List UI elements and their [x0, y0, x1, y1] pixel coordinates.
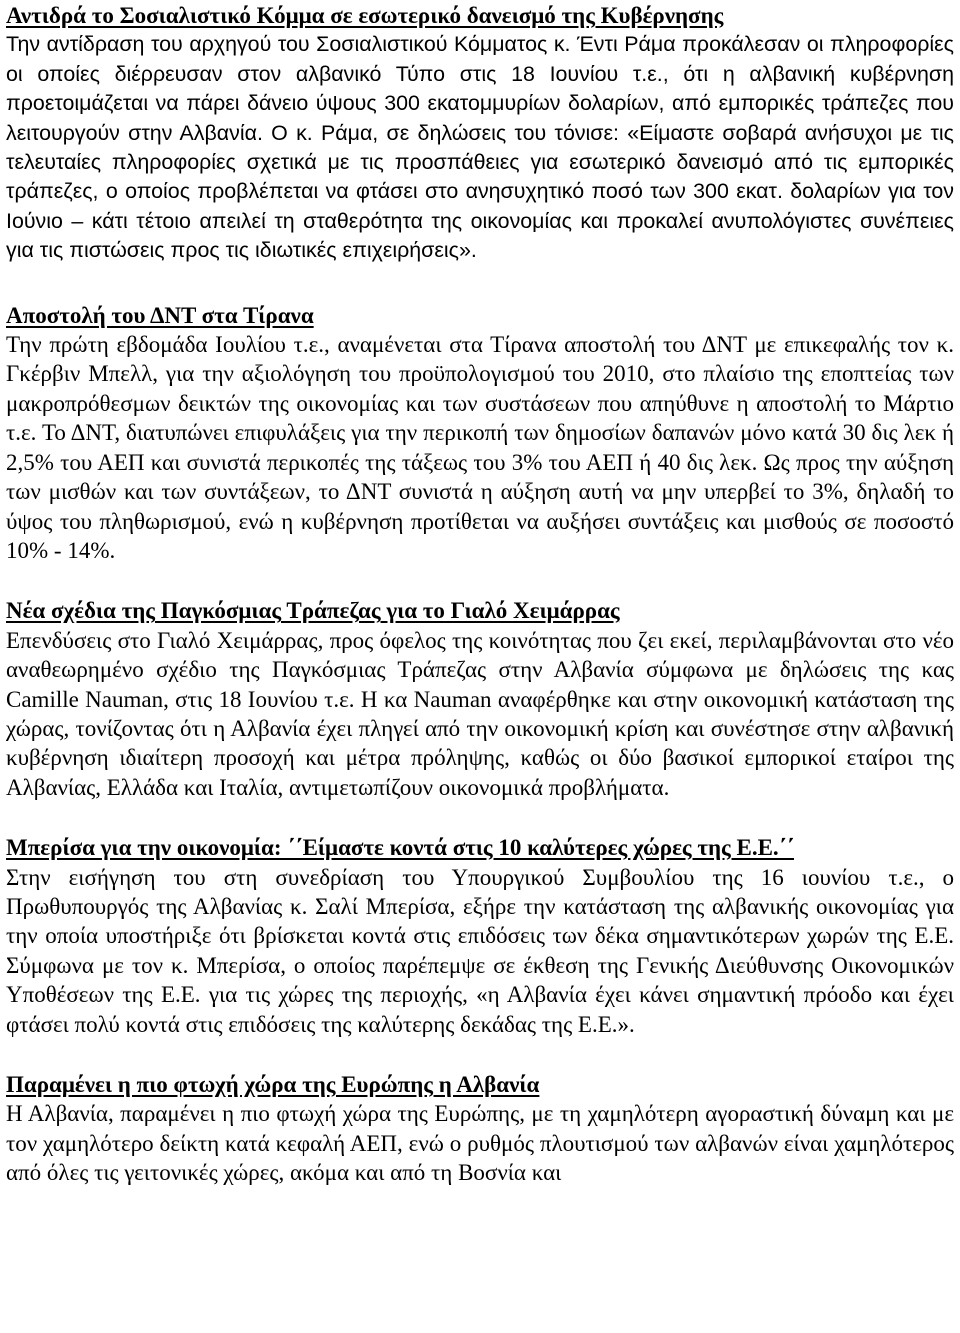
article-body: Την πρώτη εβδομάδα Ιουλίου τ.ε., αναμένεται στα Τίρανα αποστολή του ΔΝΤ με επικεφαλής τον κ. Γκέρβιν Μπελλ, για την αξιολόγηση του προϋπολογισμού του 2010, στο πλαίσιο της εποπτείας των μακροπρόθεσμων δεικτών της οικονομίας και των συστάσεων που απηύθυνε η αποστολή το Μάρτιο τ.ε. Το ΔΝΤ, διατυπώνει επιφυλάξεις για την περικοπή των δημοσίων δαπανών μόνο κατά 30 δις λεκ ή 2,5% του ΑΕΠ και συνιστά περικοπές της τάξεως του 3% του ΑΕΠ ή 40 δις λεκ. Ως προς την αύξηση των μισθών και των συντάξεων, το ΔΝΤ συνιστά η αύξηση αυτή να μην υπερβεί το 3%, δηλαδή το ύψος του πληθωρισμού, ενώ η κυβέρνηση προτίθεται να αυξήσει συντάξεις και μισθούς σε ποσοστό 10% - 14%. [6, 332, 954, 563]
article-heading: Αποστολή του ΔΝΤ στα Τίρανα [6, 302, 314, 328]
article-poorest-country [6, 1070, 954, 1188]
article-world-bank-plans [6, 596, 954, 802]
article-berisha-economy [6, 833, 954, 1039]
article-heading: Μπερίσα για την οικονομία: ΄΄Είμαστε κοντά στις 10 καλύτερες χώρες της Ε.Ε.΄΄ [6, 835, 794, 861]
article-heading: Παραμένει η πιο φτωχή χώρα της Ευρώπης η Αλβανία [6, 1072, 540, 1097]
article-imf-mission [6, 301, 954, 566]
document-page [0, 1, 960, 1333]
article-heading: Νέα σχέδια της Παγκόσμιας Τράπεζας για το Γιαλό Χειμάρρας [6, 598, 620, 624]
article-body: Στην εισήγηση του στη συνεδρίαση του Υπουργικού Συμβουλίου της 16 ιουνίου τ.ε., ο Πρωθυπουργός της Αλβανίας κ. Σαλί Μπερίσα, εξήρε την κατάσταση της αλβανικής οικονομίας για την οποία υποστήριξε ότι βρίσκεται κοντά στις επιδόσεις των δέκα σημαντικότερων χωρών της Ε.Ε. Σύμφωνα με τον κ. Μπερίσα, ο οποίος παρέπεμψε σε έκθεση της Γενικής Διεύθυνσης Οικονομικών Υποθέσεων της Ε.Ε. για τις χώρες της περιοχής, «η Αλβανία έχει κάνει σημαντική πρόοδο και έχει φτάσει πολύ κοντά στις επιδόσεις της καλύτερης δεκάδας της Ε.Ε.». [6, 864, 954, 1037]
article-body: Την αντίδραση του αρχηγού του Σοσιαλιστικού Κόμματος κ. Έντι Ράμα προκάλεσαν οι πληροφορίες οι οποίες διέρρευσαν στον αλβανικό Τύπο στις 18 Ιουνίου τ.ε., ότι η αλβανική κυβέρνηση προετοιμάζεται να πάρει δάνειο ύψους 300 εκατομμυρίων δολαρίων, από εμπορικές τράπεζες που λειτουργούν στην Αλβανία. Ο κ. Ράμα, σε δηλώσεις του τόνισε: «Είμαστε σοβαρά ανήσυχοι με τις τελευταίες πληροφορίες σχετικά με τις προσπάθειες για εσωτερικό δανεισμό από τις εμπορικές τράπεζες, ο οποίος προβλέπεται να φτάσει στο ανησυχητικό ποσό των 300 εκατ. δολαρίων για τον Ιούνιο – κάτι τέτοιο απειλεί τη σταθερότητα της οικονομίας και προκαλεί ανυπολόγιστες συνέπειες για τις πιστώσεις προς τις ιδιωτικές επιχειρήσεις». [6, 32, 954, 263]
article-body: Επενδύσεις στο Γιαλό Χειμάρρας, προς όφελος της κοινότητας που ζει εκεί, περιλαμβάνονται στο νέο αναθεωρημένο σχέδιο της Παγκόσμιας Τράπεζας στην Αλβανία σύμφωνα με δηλώσεις της κας Camille Nauman, στις 18 Ιουνίου τ.ε. Η κα Nauman αναφέρθηκε και στην οικονομική κατάσταση της χώρας, τονίζοντας ότι η Αλβανία έχει πληγεί από την οικονομική κρίση και συνέστησε στην αλβανική κυβέρνηση ιδιαίτερη προσοχή και μέτρα πρόληψης, καθώς οι δύο βασικοί εμπορικοί εταίροι της Αλβανίας, Ελλάδα και Ιταλία, αντιμετωπίζουν οικονομικά προβλήματα. [6, 627, 954, 800]
article-socialist-party-reaction [6, 1, 954, 266]
article-body: Η Αλβανία, παραμένει η πιο φτωχή χώρα της Ευρώπης, με τη χαμηλότερη αγοραστική δύναμη και με τον χαμηλότερο δείκτη κατά κεφαλή ΑΕΠ, ενώ ο ρυθμός πλουτισμού των αλβανών είναι χαμηλότερος από όλες τις γειτονικές χώρες, ακόμα και από τη Βοσνία και [6, 1101, 954, 1186]
article-heading: Αντιδρά το Σοσιαλιστικό Κόμμα σε εσωτερικό δανεισμό της Κυβέρνησης [6, 3, 724, 28]
